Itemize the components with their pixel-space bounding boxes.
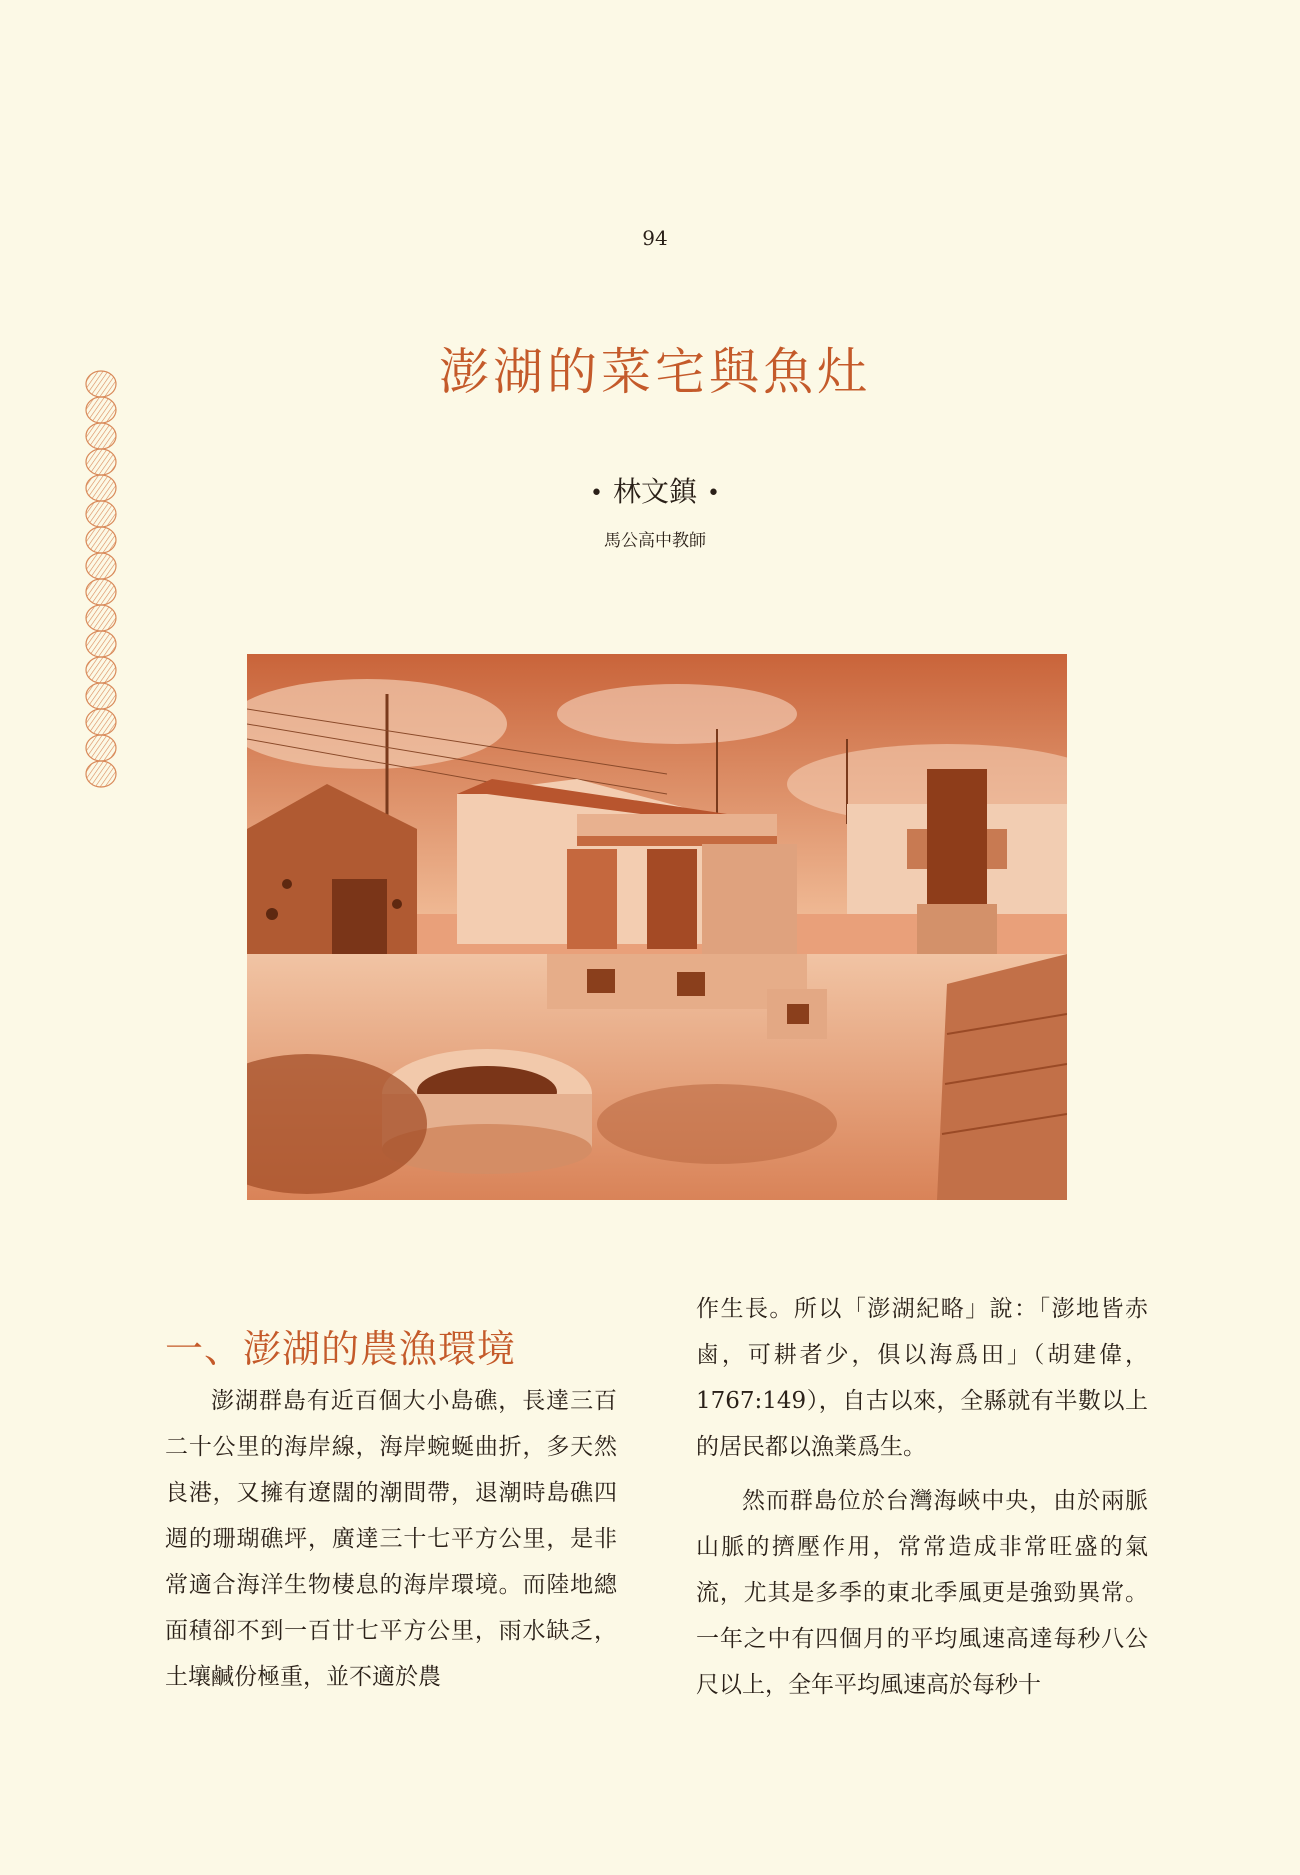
scale-pattern-icon (84, 370, 118, 790)
author-affiliation: 馬公高中教師 (604, 531, 706, 551)
photo-illustration (247, 654, 1067, 1200)
article-title: 澎湖的菜宅與魚灶 (439, 343, 871, 401)
author-line (0, 470, 1300, 510)
right-paragraph-2: 然而群島位於台灣海峽中央，由於兩脈山脈的擠壓作用，常常造成非常旺盛的氣流，尤其是多季的東北季風更是強勁異常。一年之中有四個月的平均風速高達每秒八公尺以上，全年平均風速高於每秒十 (696, 1488, 1148, 1698)
village-ruins-photo (247, 654, 1067, 1200)
left-paragraph-1: 澎湖群島有近百個大小島礁，長達三百二十公里的海岸線，海岸蜿蜒曲折，多天然良港，又擁有遼闊的潮間帶，退潮時島礁四週的珊瑚礁坪，廣達三十七平方公里，是非常適合海洋生物棲息的海岸環境。而陸地總面積卻不到一百廿七平方公里，雨水缺乏，土壤鹹份極重，並不適於農 (165, 1388, 617, 1690)
left-text-column (165, 1378, 617, 1700)
author-name: 林文鎮 (612, 475, 697, 508)
author-bullet-right: • (707, 481, 720, 506)
section-heading: 一、澎湖的農漁環境 (165, 1327, 517, 1371)
author-bullet-left: • (590, 481, 603, 506)
right-paragraph-1: 作生長。所以「澎湖紀略」說：「澎地皆赤鹵，可耕者少，俱以海爲田」（胡建偉，1767:149），自古以來，全縣就有半數以上的居民都以漁業爲生。 (696, 1296, 1148, 1460)
right-text-column (696, 1286, 1148, 1708)
page-number: 94 (642, 226, 668, 250)
decorative-scale-ornament (84, 370, 118, 790)
